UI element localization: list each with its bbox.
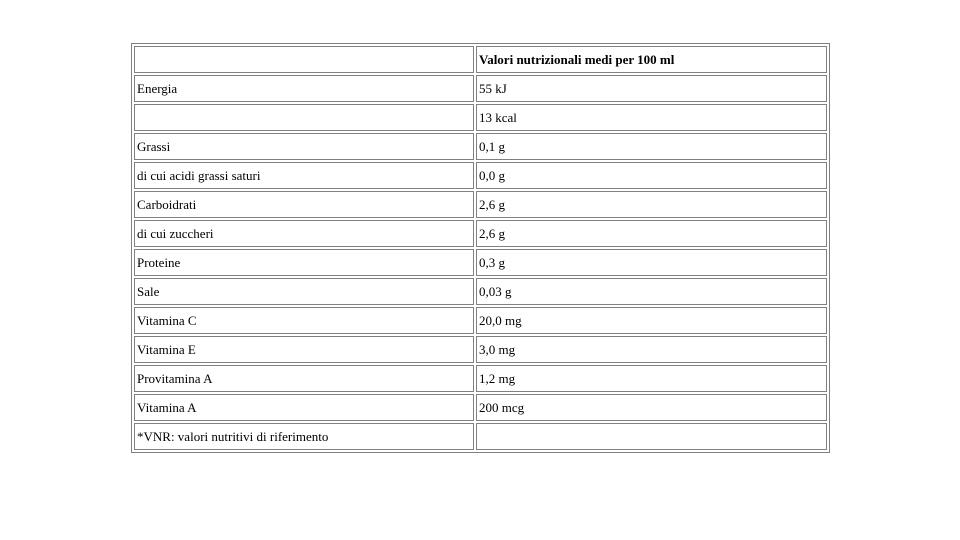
nutrient-value: 0,1 g xyxy=(476,133,827,160)
nutrient-value: 0,3 g xyxy=(476,249,827,276)
nutrient-name xyxy=(134,104,474,131)
table-row xyxy=(134,104,827,131)
header-cell-name xyxy=(134,46,474,73)
nutrient-name: Vitamina A xyxy=(134,394,474,421)
table-row xyxy=(134,336,827,363)
table-row xyxy=(134,365,827,392)
nutrient-name: Sale xyxy=(134,278,474,305)
footnote-text: *VNR: valori nutritivi di riferimento xyxy=(134,423,474,450)
nutrient-name: Provitamina A xyxy=(134,365,474,392)
table-row xyxy=(134,394,827,421)
nutrient-name: Carboidrati xyxy=(134,191,474,218)
table-row xyxy=(134,423,827,450)
nutrient-value: 2,6 g xyxy=(476,220,827,247)
table-row xyxy=(134,307,827,334)
nutrient-value: 0,0 g xyxy=(476,162,827,189)
nutrient-value: 1,2 mg xyxy=(476,365,827,392)
nutrient-value: 2,6 g xyxy=(476,191,827,218)
nutrient-name: di cui zuccheri xyxy=(134,220,474,247)
table-row xyxy=(134,133,827,160)
nutrient-value: 20,0 mg xyxy=(476,307,827,334)
nutrient-value: 200 mcg xyxy=(476,394,827,421)
table-row xyxy=(134,249,827,276)
nutrient-value: 0,03 g xyxy=(476,278,827,305)
table-row xyxy=(134,278,827,305)
nutrient-name: di cui acidi grassi saturi xyxy=(134,162,474,189)
nutrient-name: Vitamina C xyxy=(134,307,474,334)
nutrition-table xyxy=(131,43,830,453)
nutrient-name: Vitamina E xyxy=(134,336,474,363)
table-row xyxy=(134,191,827,218)
nutrient-value: 55 kJ xyxy=(476,75,827,102)
table-row xyxy=(134,162,827,189)
nutrient-value: 3,0 mg xyxy=(476,336,827,363)
nutrient-value xyxy=(476,423,827,450)
header-cell-value: Valori nutrizionali medi per 100 ml xyxy=(476,46,827,73)
table-row xyxy=(134,75,827,102)
nutrient-value: 13 kcal xyxy=(476,104,827,131)
nutrient-name: Grassi xyxy=(134,133,474,160)
table-header-row xyxy=(134,46,827,73)
nutrient-name: Energia xyxy=(134,75,474,102)
table-row xyxy=(134,220,827,247)
nutrient-name: Proteine xyxy=(134,249,474,276)
